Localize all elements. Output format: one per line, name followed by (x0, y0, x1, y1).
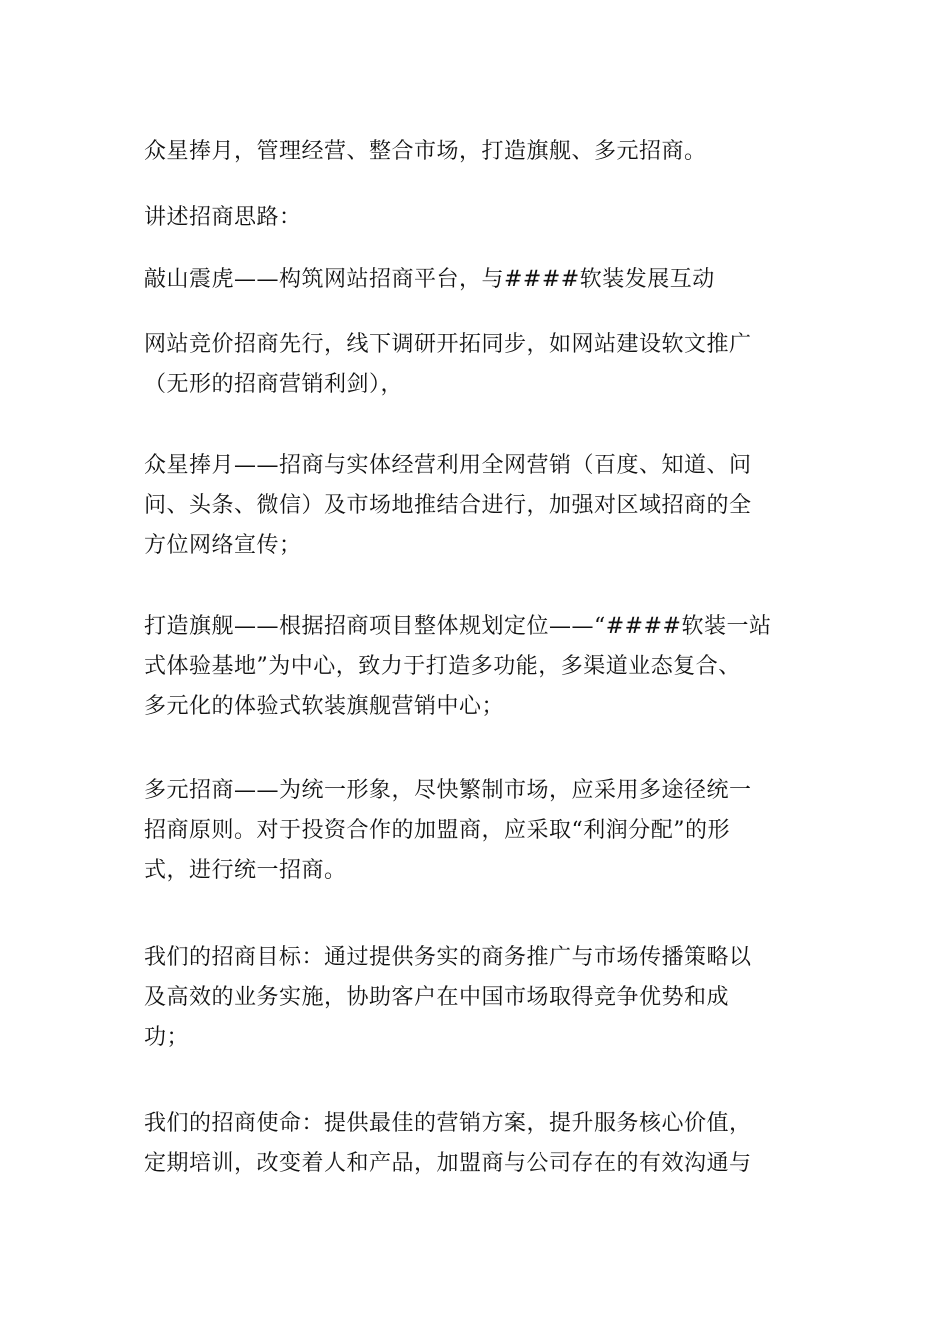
text-line: 功； (144, 1025, 190, 1050)
text-line: 众星捧月，管理经营、整合市场，打造旗舰、多元招商。 (144, 139, 707, 164)
text-line: （无形的招商营销利剑）， (144, 372, 404, 397)
text-line: 我们的招商使命：提供最佳的营销方案，提升服务核心价值， (144, 1111, 752, 1136)
text-line: 众星捧月——招商与实体经营利用全网营销（百度、知道、问 (144, 453, 752, 478)
paragraph-heading-strategy (144, 198, 302, 238)
text-line: 多元招商——为统一形象，尽快繁制市场，应采用多途径统一 (144, 778, 752, 803)
paragraph-flagship (144, 607, 771, 727)
text-line: 多元化的体验式软装旗舰营销中心； (144, 694, 505, 719)
text-line: 定期培训，改变着人和产品，加盟商与公司存在的有效沟通与 (144, 1151, 752, 1176)
text-line: 招商原则。对于投资合作的加盟商，应采取“利润分配”的形 (144, 818, 730, 843)
text-line: 我们的招商目标：通过提供务实的商务推广与市场传播策略以 (144, 945, 752, 970)
text-line: 问、头条、微信）及市场地推结合进行，加强对区域招商的全 (144, 493, 752, 518)
text-line: 打造旗舰——根据招商项目整体规划定位——“####软装一站 (144, 614, 772, 639)
paragraph-website-platform (144, 260, 715, 300)
text-line: 式体验基地”为中心，致力于打造多功能，多渠道业态复合、 (144, 654, 741, 679)
text-line: 讲述招商思路： (144, 205, 302, 230)
text-line: 式，进行统一招商。 (144, 858, 347, 883)
paragraph-diversified (144, 771, 752, 891)
paragraph-intro (144, 132, 707, 172)
paragraph-goal (144, 938, 752, 1058)
paragraph-bidding (144, 325, 752, 405)
paragraph-all-network (144, 446, 752, 566)
text-line: 敲山震虎——构筑网站招商平台，与####软装发展互动 (144, 267, 715, 292)
text-line: 及高效的业务实施，协助客户在中国市场取得竞争优势和成 (144, 985, 730, 1010)
text-line: 网站竞价招商先行，线下调研开拓同步，如网站建设软文推广 (144, 332, 752, 357)
paragraph-mission (144, 1104, 752, 1184)
text-line: 方位网络宣传； (144, 533, 302, 558)
